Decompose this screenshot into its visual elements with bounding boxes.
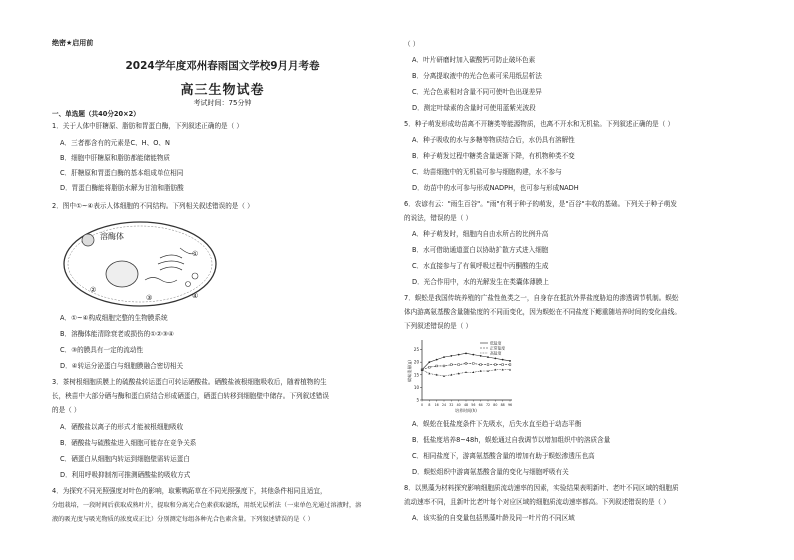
option-line: D．利用呼吸抑制剂可推测硒酸盐的吸收方式	[60, 471, 191, 479]
data-point	[465, 371, 467, 373]
option-line: D．光合作用中，水的光解发生在类囊体薄膜上	[412, 278, 549, 286]
data-point	[509, 364, 511, 366]
secret-label: 绝密★启用前	[52, 39, 94, 47]
x-tick-label: 80	[493, 403, 498, 407]
data-point	[450, 364, 452, 366]
option-line: C．相同盐度下，游离氨基酸含量的增加有助于蜈蚣渗透压也高	[412, 452, 595, 460]
question-line: 体内游离氨基酸含量随盐度的不同而变化，因为蜈蚣在不同盐度下鳃重随培养时间的变化曲线。	[404, 308, 681, 316]
data-point	[487, 356, 489, 358]
question-line: 5．种子萌发形成幼苗离不开糖类等能源物质，也离不开水和无机盐。下列叙述正确的是（ ）	[404, 120, 675, 128]
option-line: B．硒酸盐与硫酸盐进入细胞可能存在竞争关系	[60, 439, 197, 447]
question-line: 1．关于人体中肝糖原、脂肪和胃蛋白酶，下列叙述正确的是（ ）	[52, 122, 243, 130]
y-tick-label: 10	[413, 384, 419, 390]
option-line: C．光合色素相对含量不同可使叶色出现差异	[412, 88, 542, 96]
question-line: 3．茶树根细胞质膜上的硫酸盐转运蛋白可转运硒酸盐。硒酸盐被根细胞吸收后，随着植物的生	[52, 378, 327, 386]
x-tick-label: 32	[449, 403, 454, 407]
data-point	[458, 354, 460, 356]
data-point	[465, 363, 467, 365]
option-line: B．细胞中肝糖原和脂肪都能储能物质	[60, 154, 171, 162]
nucleus-shape	[106, 261, 138, 287]
option-line: D．胃蛋白酶能将脂肪水解为甘油和脂肪酸	[60, 184, 184, 192]
option-line: D．幼苗中的水可参与形成NADPH，也可参与形成NADH	[412, 184, 579, 192]
x-tick-label: 48	[463, 403, 469, 407]
option-line: B．溶酶体能清除衰老或损伤的①②③④	[60, 330, 174, 338]
option-line: A．种子吸收的水与多糖等物质结合后，水仍具有溶解性	[412, 136, 575, 144]
marker-1: ①	[192, 250, 199, 258]
option-line: C．肝糖原和胃蛋白酶的基本组成单位相同	[60, 169, 184, 177]
data-point	[436, 359, 438, 361]
x-tick-label: 56	[471, 403, 476, 407]
data-point	[465, 352, 467, 354]
x-tick-label: 0	[420, 403, 424, 407]
legend-label: 高盐度	[490, 350, 502, 356]
question-line: 4．为探究不同光照强度对叶色的影响，取紫鸭跖草在不同光照强度下，其他条件相同且适宜，	[52, 487, 327, 495]
data-point	[443, 356, 445, 358]
data-point	[509, 360, 511, 362]
option-line: D．④转运分泌蛋白与细胞膜融合密切相关	[60, 362, 184, 370]
question-line: （ ）	[404, 40, 420, 48]
data-point	[472, 363, 474, 365]
exam-title: 2024学年度邓州春雨国文学校9月月考卷	[125, 60, 320, 72]
question-line: 的说法，错误的是（ ）	[404, 214, 473, 222]
time-label: 考试时间：75分钟	[193, 99, 252, 107]
subject-title: 高三生物试卷	[180, 83, 265, 98]
question-line: 分组栽培，一段时间后获取成熟叶片，提取和分离光合色素获取滤纸，用纸光层析法（一束单色光通过溶液时，溶	[52, 502, 362, 509]
legend-label: 正常盐度	[490, 345, 506, 351]
weight-chart	[406, 336, 516, 416]
data-point	[450, 355, 452, 357]
question-line: 2．图中①~④表示人体细胞的不同结构。下列相关叙述错误的是（ ）	[52, 202, 254, 210]
option-line: D．蜈蚣组织中游离氨基酸含量的变化与细胞呼吸有关	[412, 468, 569, 476]
data-point	[494, 357, 496, 359]
option-line: A．叶片研磨时加入碳酸钙可防止破坏色素	[412, 56, 536, 64]
question-line: 的是（ ）	[52, 406, 81, 414]
x-tick-label: 8	[428, 403, 431, 407]
option-line: C．硒蛋白从细胞内转运到细胞壁需转运蛋白	[60, 455, 190, 463]
option-line: C．水直接参与了有氧呼吸过程中丙酮酸的生成	[412, 262, 549, 270]
option-line: B．分离提取液中的光合色素可采用纸层析法	[412, 72, 542, 80]
option-line: A．蜈蚣在低盐度条件下先吸水，后失水直至趋于动态平衡	[412, 420, 582, 428]
data-point	[480, 364, 482, 366]
lysosome-shape	[82, 234, 94, 246]
x-axis-label: 培养时间(h)	[455, 408, 477, 413]
y-tick-label: 5	[416, 397, 419, 403]
data-point	[450, 374, 452, 376]
data-point	[458, 364, 460, 366]
x-tick-label: 96	[507, 403, 513, 407]
marker-4: ④	[192, 292, 199, 300]
option-line: C．③的膜具有一定的流动性	[60, 346, 144, 354]
option-line: B．水可借助通道蛋白以协助扩散方式进入细胞	[412, 246, 549, 254]
option-line: C．幼苗细胞中的无机盐可参与细胞构建，水不参与	[412, 168, 562, 176]
option-line: B．低盐度培养8~48h，蜈蚣通过自我调节以增加组织中的溶质含量	[412, 436, 611, 444]
question-line: 8．以黑藻为材料探究影响细胞质流动速率的因素，实验结果表明新叶、老叶不同区域的细胞质	[404, 484, 679, 492]
series-line	[422, 353, 510, 369]
data-point	[487, 370, 489, 372]
data-point	[480, 355, 482, 357]
data-point	[472, 354, 474, 356]
data-point	[436, 365, 438, 367]
x-tick-label: 72	[485, 403, 491, 407]
data-point	[509, 369, 511, 371]
question-line: 7．蜈蚣是我国传统养殖的广盐性鱼类之一，自身存在抵抗外界盐度胁迫的渗透调节机制。蜈蚣	[404, 294, 679, 302]
option-line: A．该实验的自变量包括黑藻叶龄及同一叶片的不同区域	[412, 514, 575, 522]
x-tick-label: 64	[478, 403, 483, 407]
data-point	[428, 361, 430, 363]
question-line: 液的吸光度与吸光物质的浓度成正比）分别测定每组各种光合色素含量。下列叙述错误的是（ ）	[52, 516, 314, 523]
legend-label: 低盐度	[490, 340, 502, 346]
question-line: 下列叙述错误的是（ ）	[404, 322, 473, 330]
x-tick-label: 24	[441, 403, 447, 407]
x-tick-label: 16	[434, 403, 439, 407]
section-heading: 一、单选题（共40分20×2）	[52, 110, 140, 118]
y-axis-label: 蜈蚣重量(g)	[407, 360, 412, 382]
data-point	[428, 372, 430, 374]
y-tick-label: 20	[413, 359, 419, 365]
data-point	[502, 359, 504, 361]
option-line: A．硒酸盐以离子的形式才能被根细胞吸收	[60, 423, 184, 431]
option-line: A．①~④构成细胞完整的生物膜系统	[60, 314, 168, 322]
option-line: A．三者都含有的元素是C、H、O、N	[60, 139, 170, 147]
question-line: 长，秧苗中大部分硒与酶和蛋白质结合形成硒蛋白，硒蛋白转移到细胞壁中储存。下列叙述错误	[52, 392, 329, 400]
lysosome-label: 溶酶体	[100, 232, 124, 241]
cell-diagram	[60, 218, 225, 310]
marker-3: ③	[146, 294, 153, 302]
data-point	[428, 366, 430, 368]
data-point	[487, 364, 489, 366]
x-tick-label: 40	[456, 403, 461, 407]
y-tick-label: 25	[413, 347, 419, 353]
option-line: D．测定叶绿素的含量时可使用蓝紫光波段	[412, 104, 536, 112]
y-tick-label: 15	[413, 372, 419, 378]
data-point	[494, 364, 496, 366]
marker-2: ②	[90, 286, 97, 294]
data-point	[443, 365, 445, 367]
data-point	[502, 364, 504, 366]
option-line: A．种子萌发时，细胞内自由水所占的比例升高	[412, 230, 549, 238]
question-line: 流动速率不同，且新叶比老叶每个对应区域的细胞质流动速率都高。下列叙述错误的是（ ）	[404, 498, 670, 506]
x-tick-label: 88	[500, 403, 505, 407]
option-line: B．种子萌发过程中糖类含量逐渐下降，有机物种类不变	[412, 152, 575, 160]
question-line: 6．农谚有云："雨生百谷"。"雨"有利于种子的萌发，是"百谷"丰收的基础。下列关于种子萌发	[404, 200, 677, 208]
